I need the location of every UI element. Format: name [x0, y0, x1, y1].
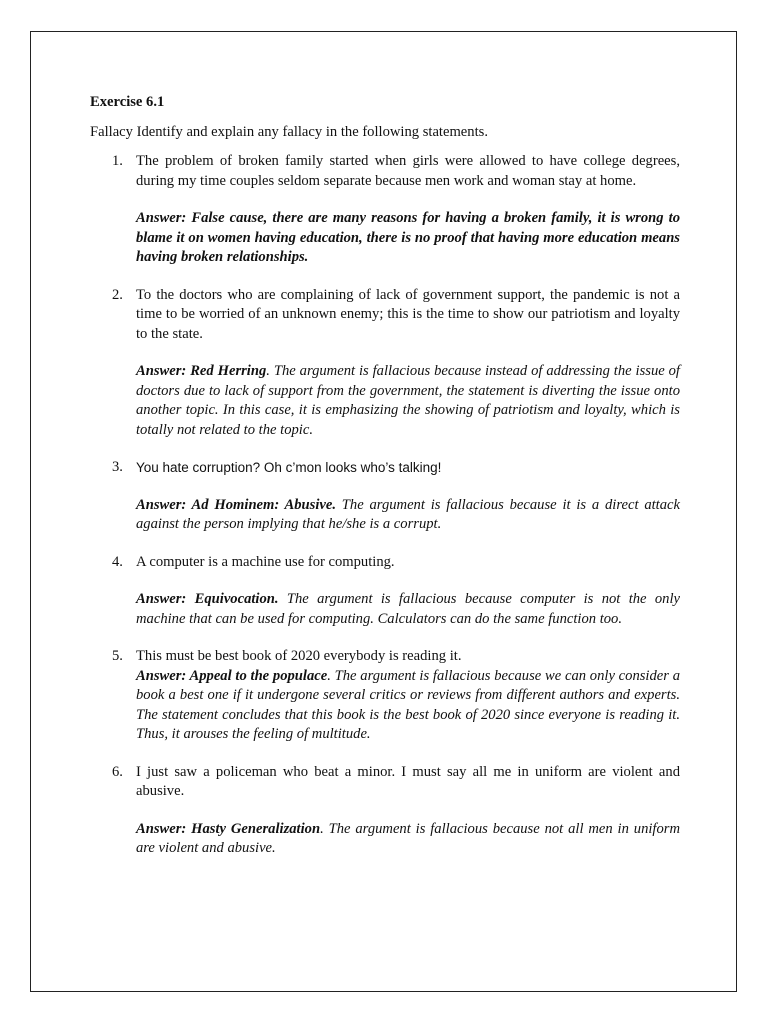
statement-text: You hate corruption? Oh c’mon looks who’s talking!: [136, 460, 442, 475]
answer-text: [136, 209, 680, 268]
answer-text: [136, 496, 680, 535]
item-number: 1.: [112, 153, 123, 169]
list-item: [90, 152, 680, 268]
statement-text: This must be best book of 2020 everybody is reading it.: [136, 648, 462, 664]
list-item: [90, 647, 680, 745]
answer-label: Answer: Ad Hominem: Abusive.: [136, 496, 336, 513]
statement-text: I just saw a policeman who beat a minor. I must say all me in uniform are violent and abusive.: [136, 763, 680, 799]
answer-label: Answer: Red Herring: [136, 363, 267, 379]
fallacy-list: [90, 152, 680, 859]
item-number: 5.: [112, 648, 123, 664]
list-item: [90, 286, 680, 441]
list-item: [90, 763, 680, 859]
document-body: [90, 93, 680, 877]
item-number: 4.: [112, 553, 123, 570]
answer-label: Answer: Hasty Generalization: [136, 820, 321, 837]
instruction-text: Fallacy Identify and explain any fallacy in the following statements.: [90, 123, 488, 140]
item-number: 2.: [112, 286, 123, 303]
answer-label: Answer: Appeal to the populace: [136, 667, 328, 684]
answer-explanation: . The argument is fallacious because we can only consider a book a best one if it undergone several critics or reviews from different authors and experts. The statement concludes that this book is the best book of 2020 since everyone is reading it. Thus, it arouses the feeling of multitude.: [136, 667, 680, 742]
answer-label: Answer: False cause, there are many reasons for having a broken family, it is wrong to blame it on women having education, there is no proof that having more education means having broken relationships.: [136, 210, 680, 265]
answer-text: [136, 362, 680, 440]
answer-label: Answer: Equivocation.: [136, 591, 279, 607]
answer-explanation: . The argument is fallacious because not all men in uniform are violent and abusive.: [136, 820, 681, 856]
statement-text: The problem of broken family started when girls were allowed to have college degrees, during my time couples seldom separate because men work and woman stay at home.: [136, 153, 680, 189]
answer-text: [136, 667, 680, 745]
answer-text: [136, 590, 680, 629]
item-number: 3.: [112, 459, 123, 475]
list-item: [90, 458, 680, 535]
list-item: [90, 553, 680, 630]
exercise-title: Exercise 6.1: [90, 94, 165, 110]
answer-explanation: . The argument is fallacious because instead of addressing the issue of doctors due to lack of support from the government, the statement is diverting the issue onto another topic. In this case, it is emphasizing the showing of patriotism and loyalty, which is totally not related to the topic.: [136, 363, 680, 438]
item-number: 6.: [112, 763, 123, 780]
statement-text: To the doctors who are complaining of lack of government support, the pandemic is not a time to be worried of an unknown enemy; this is the time to show our patriotism and loyalty to the state.: [136, 286, 680, 342]
answer-explanation: The argument is fallacious because it is a direct attack against the person implying that he/she is a corrupt.: [136, 496, 680, 532]
statement-text: A computer is a machine use for computing.: [136, 553, 395, 570]
answer-text: [136, 820, 680, 859]
answer-explanation: The argument is fallacious because computer is not the only machine that can be used for computing. Calculators can do the same function too.: [136, 591, 680, 627]
